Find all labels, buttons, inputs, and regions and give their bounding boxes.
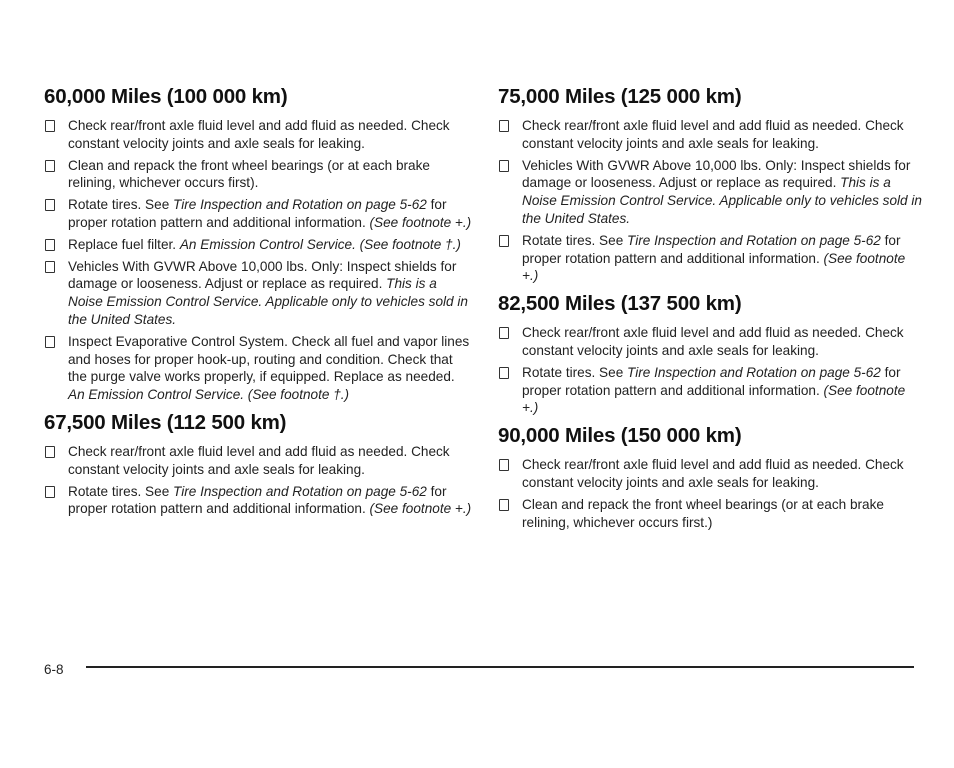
section-90000-miles [498,423,924,531]
checkbox-icon [499,367,509,379]
list-item: Clean and repack the front wheel bearings (or at each brake relining, whichever occurs first). [44,157,474,193]
list-item: Clean and repack the front wheel bearings (or at each brake relining, whichever occurs first.) [498,496,924,532]
section-heading: 75,000 Miles (125 000 km) [498,85,742,108]
checkbox-icon [45,261,55,273]
checkbox-icon [45,486,55,498]
checkbox-icon [499,120,509,132]
left-column [44,84,474,524]
checklist [498,117,924,285]
list-item: Replace fuel filter. An Emission Control Service. (See footnote †.) [44,236,474,254]
section-heading: 60,000 Miles (100 000 km) [44,85,288,108]
section-heading: 67,500 Miles (112 500 km) [44,410,287,434]
checkbox-icon [499,499,509,511]
checklist [498,456,924,531]
checkbox-icon [45,120,55,132]
list-item: Check rear/front axle fluid level and add fluid as needed. Check constant velocity joints and axle seals for leaking. [498,324,924,360]
list-item: Rotate tires. See Tire Inspection and Rotation on page 5-62 for proper rotation pattern and additional information. (See footnote +.) [498,232,924,285]
checkbox-icon [499,327,509,339]
checkbox-icon [45,336,55,348]
section-60000-miles [44,84,474,404]
section-heading: 82,500 Miles (137 500 km) [498,292,742,316]
checkbox-icon [45,446,55,458]
section-67500-miles [44,410,474,518]
right-column [498,84,924,537]
list-item: Vehicles With GVWR Above 10,000 lbs. Only: Inspect shields for damage or looseness. Adjust or replace as required. This is a Noise Emission Control Service. Applicable only to vehicles sold in the United States. [498,157,924,228]
footer-rule [86,666,914,668]
checklist [44,443,474,518]
checklist [44,117,474,404]
checklist [498,324,924,417]
checkbox-icon [45,239,55,251]
checkbox-icon [45,199,55,211]
list-item: Check rear/front axle fluid level and add fluid as needed. Check constant velocity joints and axle seals for leaking. [44,443,474,479]
checkbox-icon [499,235,509,247]
list-item: Rotate tires. See Tire Inspection and Rotation on page 5-62 for proper rotation pattern and additional information. (See footnote +.) [44,196,474,232]
checkbox-icon [45,160,55,172]
list-item: Check rear/front axle fluid level and add fluid as needed. Check constant velocity joints and axle seals for leaking. [44,117,474,153]
checkbox-icon [499,459,509,471]
list-item: Inspect Evaporative Control System. Check all fuel and vapor lines and hoses for proper hook-up, routing and condition. Check that the purge valve works properly, if equipped. Replace as needed. An Emission Control Service. (See footnote †.) [44,333,474,404]
list-item: Rotate tires. See Tire Inspection and Rotation on page 5-62 for proper rotation pattern and additional information. (See footnote +.) [498,364,924,417]
page-number: 6-8 [44,662,64,677]
list-item: Vehicles With GVWR Above 10,000 lbs. Only: Inspect shields for damage or looseness. Adjust or replace as required. This is a Noise Emission Control Service. Applicable only to vehicles sold in the United States. [44,258,474,329]
checkbox-icon [499,160,509,172]
section-heading: 90,000 Miles (150 000 km) [498,424,742,448]
list-item: Rotate tires. See Tire Inspection and Rotation on page 5-62 for proper rotation pattern and additional information. (See footnote +.) [44,483,474,519]
list-item: Check rear/front axle fluid level and add fluid as needed. Check constant velocity joints and axle seals for leaking. [498,117,924,153]
list-item: Check rear/front axle fluid level and add fluid as needed. Check constant velocity joints and axle seals for leaking. [498,456,924,492]
section-75000-miles [498,84,924,285]
section-82500-miles [498,291,924,417]
